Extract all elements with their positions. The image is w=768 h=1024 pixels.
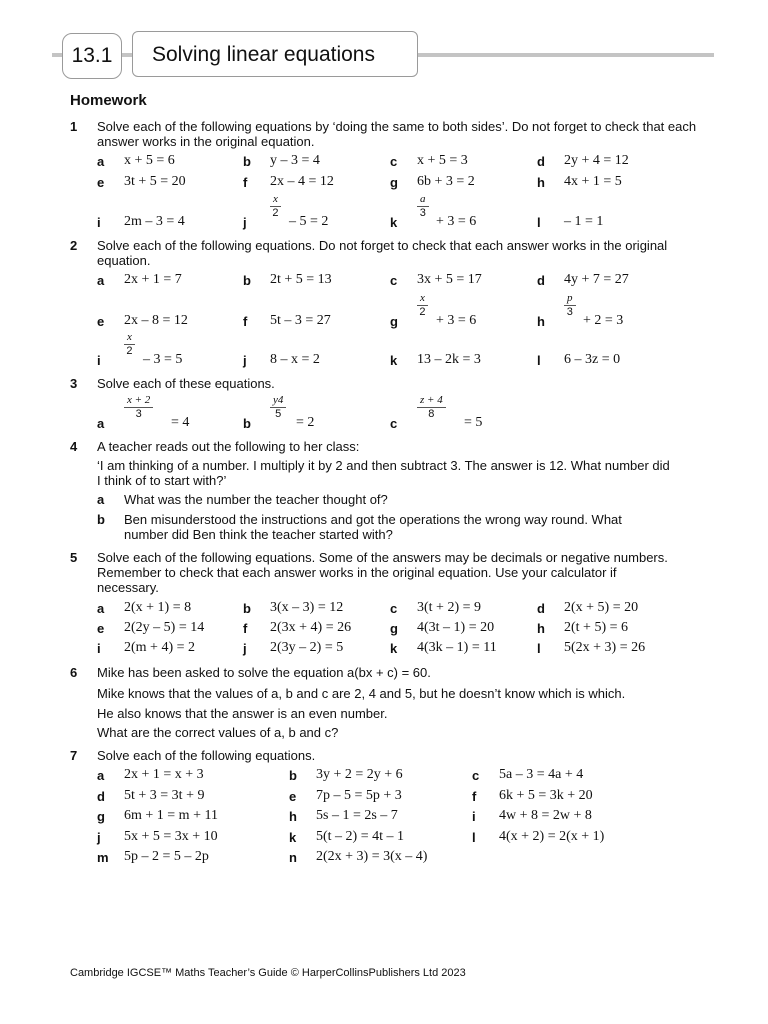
fraction-numerator: p xyxy=(564,292,576,306)
item-letter: i xyxy=(97,215,101,230)
equation: 2y + 4 = 12 xyxy=(564,153,629,168)
item-letter: h xyxy=(537,314,545,329)
equation: 6k + 5 = 3k + 20 xyxy=(499,788,593,803)
fraction-numerator: z + 4 xyxy=(417,394,446,408)
fraction xyxy=(270,394,286,421)
teacher-quote: ‘I am thinking of a number. I multiply it by 2 and then subtract 3. The answer is 12. What number did I think of to start with?’ xyxy=(97,458,670,488)
page-footer: Cambridge IGCSE™ Maths Teacher’s Guide © HarperCollinsPublishers Ltd 2023 xyxy=(70,967,466,979)
question-line: Mike knows that the values of a, b and c are 2, 4 and 5, but he doesn’t know which is which. xyxy=(97,686,626,701)
item-letter: j xyxy=(243,353,247,368)
header-rule-right xyxy=(418,53,714,57)
equation: 3t + 5 = 20 xyxy=(124,174,186,189)
item-letter: l xyxy=(472,830,476,845)
fraction-denominator: 8 xyxy=(428,408,435,420)
section-number: 13.1 xyxy=(62,33,122,79)
equation-rest: = 5 xyxy=(464,415,483,430)
item-letter: l xyxy=(537,641,541,656)
question-text: Solve each of the following equations. Some of the answers may be decimals or negative numbers. Remember to check that each answer works in the original equation. Use your calculator if necessary. xyxy=(97,550,668,595)
item-letter: c xyxy=(472,768,480,783)
fraction-denominator: 3 xyxy=(419,207,426,219)
question-number: 1 xyxy=(70,119,78,134)
equation: 5x + 5 = 3x + 10 xyxy=(124,829,218,844)
equation: 2(2x + 3) = 3(x – 4) xyxy=(316,849,428,864)
fraction xyxy=(417,292,428,319)
equation-rest: = 2 xyxy=(296,415,315,430)
item-letter: a xyxy=(97,416,105,431)
equation: 5(t – 2) = 4t – 1 xyxy=(316,829,404,844)
fraction-numerator: x xyxy=(270,193,281,207)
equation: y – 3 = 4 xyxy=(270,153,320,168)
equation: 5(2x + 3) = 26 xyxy=(564,640,646,655)
question-number: 6 xyxy=(70,665,78,680)
equation: 13 – 2k = 3 xyxy=(417,352,481,367)
fraction-denominator: 5 xyxy=(275,408,282,420)
question-line: What are the correct values of a, b and c? xyxy=(97,725,339,740)
item-letter: i xyxy=(97,353,101,368)
equation-rest: – 3 = 5 xyxy=(143,352,183,367)
item-letter: c xyxy=(390,416,398,431)
fraction-numerator: x + 2 xyxy=(124,394,153,408)
homework-heading: Homework xyxy=(70,92,147,109)
item-letter: d xyxy=(537,601,545,616)
equation: 6 – 3z = 0 xyxy=(564,352,621,367)
equation: 2x + 1 = x + 3 xyxy=(124,767,204,782)
item-letter: b xyxy=(243,601,251,616)
item-letter: a xyxy=(97,768,105,783)
equation: 5a – 3 = 4a + 4 xyxy=(499,767,584,782)
item-letter: i xyxy=(97,641,101,656)
fraction xyxy=(564,292,576,319)
equation: 2t + 5 = 13 xyxy=(270,272,332,287)
item-letter: f xyxy=(243,314,248,329)
item-letter: k xyxy=(390,641,398,656)
fraction-numerator: x xyxy=(417,292,428,306)
equation: 6m + 1 = m + 11 xyxy=(124,808,218,823)
equation: 4(x + 2) = 2(x + 1) xyxy=(499,829,605,844)
fraction-denominator: 3 xyxy=(566,306,573,318)
equation-rest: + 2 = 3 xyxy=(583,313,624,328)
item-letter: f xyxy=(243,175,248,190)
fraction xyxy=(270,193,281,220)
equation: 2(3y – 2) = 5 xyxy=(270,640,344,655)
equation: 2(x + 5) = 20 xyxy=(564,600,639,615)
equation-rest: = 4 xyxy=(171,415,190,430)
item-letter: b xyxy=(243,416,251,431)
equation: x + 5 = 3 xyxy=(417,153,468,168)
item-letter: k xyxy=(390,353,398,368)
item-letter: d xyxy=(537,154,545,169)
equation: 3y + 2 = 2y + 6 xyxy=(316,767,403,782)
equation: 4(3k – 1) = 11 xyxy=(417,640,497,655)
question-number: 4 xyxy=(70,439,78,454)
question-line: He also knows that the answer is an even number. xyxy=(97,706,388,721)
item-letter: c xyxy=(390,154,398,169)
equation: 6b + 3 = 2 xyxy=(417,174,475,189)
item-letter: b xyxy=(289,768,297,783)
part-text: What was the number the teacher thought of? xyxy=(124,492,388,507)
question-line: Mike has been asked to solve the equation a(bx + c) = 60. xyxy=(97,665,431,680)
fraction-denominator: 3 xyxy=(135,408,142,420)
item-letter: b xyxy=(243,273,251,288)
item-letter: k xyxy=(289,830,297,845)
fraction-numerator: y4 xyxy=(270,394,286,408)
item-letter: a xyxy=(97,273,105,288)
item-letter: e xyxy=(97,175,105,190)
fraction xyxy=(124,331,135,358)
question-text: Solve each of these equations. xyxy=(97,376,275,391)
equation: 5t + 3 = 3t + 9 xyxy=(124,788,205,803)
item-letter: h xyxy=(537,175,545,190)
fraction-numerator: x xyxy=(124,331,135,345)
fraction xyxy=(124,394,153,421)
equation: 2x – 8 = 12 xyxy=(124,313,188,328)
question-text: Solve each of the following equations by ‘doing the same to both sides’. Do not forget to check that each answer works in the original equation. xyxy=(97,119,697,149)
equation-rest: – 5 = 2 xyxy=(289,214,329,229)
equation: 2(t + 5) = 6 xyxy=(564,620,629,635)
fraction-numerator: a xyxy=(417,193,429,207)
fraction-denominator: 2 xyxy=(126,345,133,357)
item-letter: i xyxy=(472,809,476,824)
equation: 2x – 4 = 12 xyxy=(270,174,334,189)
equation: 4y + 7 = 27 xyxy=(564,272,629,287)
item-letter: m xyxy=(97,850,109,865)
equation-rest: + 3 = 6 xyxy=(436,313,477,328)
question-number: 2 xyxy=(70,238,78,253)
item-letter: j xyxy=(243,215,247,230)
equation: 4x + 1 = 5 xyxy=(564,174,622,189)
question-number: 3 xyxy=(70,376,78,391)
equation: 3(x – 3) = 12 xyxy=(270,600,344,615)
question-text: Solve each of the following equations. xyxy=(97,748,316,763)
equation: x + 5 = 6 xyxy=(124,153,175,168)
item-letter: e xyxy=(289,789,297,804)
fraction-denominator: 2 xyxy=(272,207,279,219)
equation: 8 – x = 2 xyxy=(270,352,320,367)
item-letter: l xyxy=(537,215,541,230)
equation: 2(3x + 4) = 26 xyxy=(270,620,352,635)
item-letter: f xyxy=(243,621,248,636)
equation-rest: + 3 = 6 xyxy=(436,214,477,229)
item-letter: e xyxy=(97,314,105,329)
item-letter: l xyxy=(537,353,541,368)
item-letter: e xyxy=(97,621,105,636)
item-letter: f xyxy=(472,789,477,804)
equation: 2m – 3 = 4 xyxy=(124,214,185,229)
item-letter: a xyxy=(97,154,105,169)
fraction xyxy=(417,394,446,421)
part-letter: a xyxy=(97,492,105,507)
question-text: A teacher reads out the following to her class: xyxy=(97,439,360,454)
item-letter: h xyxy=(537,621,545,636)
fraction-denominator: 2 xyxy=(419,306,426,318)
equation: 5t – 3 = 27 xyxy=(270,313,331,328)
equation: 2(2y – 5) = 14 xyxy=(124,620,205,635)
fraction xyxy=(417,193,429,220)
equation: 2(x + 1) = 8 xyxy=(124,600,192,615)
item-letter: h xyxy=(289,809,297,824)
item-letter: a xyxy=(97,601,105,616)
equation: 5p – 2 = 5 – 2p xyxy=(124,849,209,864)
page-title: Solving linear equations xyxy=(132,31,418,77)
item-letter: j xyxy=(243,641,247,656)
item-letter: d xyxy=(97,789,105,804)
item-letter: b xyxy=(243,154,251,169)
item-letter: g xyxy=(390,175,398,190)
part-letter: b xyxy=(97,512,105,527)
item-letter: n xyxy=(289,850,297,865)
item-letter: j xyxy=(97,830,101,845)
equation: – 1 = 1 xyxy=(564,214,604,229)
equation: 3(t + 2) = 9 xyxy=(417,600,482,615)
item-letter: c xyxy=(390,273,398,288)
item-letter: g xyxy=(390,314,398,329)
equation: 4(3t – 1) = 20 xyxy=(417,620,495,635)
item-letter: g xyxy=(97,809,105,824)
question-number: 5 xyxy=(70,550,78,565)
item-letter: c xyxy=(390,601,398,616)
equation: 2(m + 4) = 2 xyxy=(124,640,196,655)
item-letter: k xyxy=(390,215,398,230)
item-letter: d xyxy=(537,273,545,288)
equation: 2x + 1 = 7 xyxy=(124,272,182,287)
equation: 4w + 8 = 2w + 8 xyxy=(499,808,592,823)
equation: 5s – 1 = 2s – 7 xyxy=(316,808,398,823)
item-letter: g xyxy=(390,621,398,636)
question-number: 7 xyxy=(70,748,78,763)
part-text: Ben misunderstood the instructions and got the operations the wrong way round. What number did Ben think the teacher started with? xyxy=(124,512,622,542)
equation: 3x + 5 = 17 xyxy=(417,272,482,287)
question-text: Solve each of the following equations. Do not forget to check that each answer works in the original equation. xyxy=(97,238,668,268)
equation: 7p – 5 = 5p + 3 xyxy=(316,788,402,803)
